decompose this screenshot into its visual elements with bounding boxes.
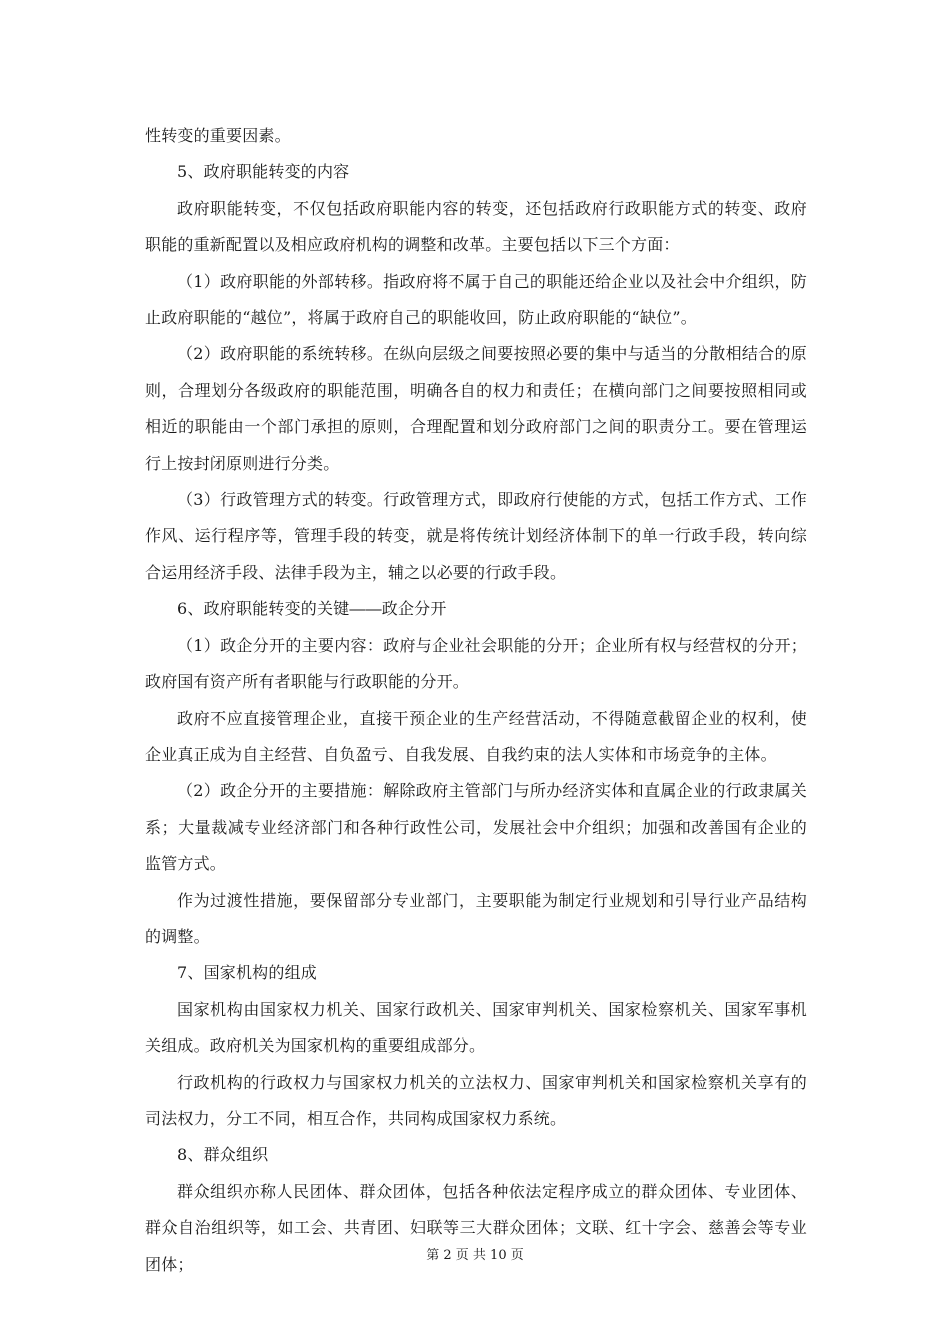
- paragraph: （1）政府职能的外部转移。指政府将不属于自己的职能还给企业以及社会中介组织，防止政府职能的“越位”，将属于政府自己的职能收回，防止政府职能的“缺位”。: [145, 271, 807, 328]
- section-heading: 6、政府职能转变的关键――政企分开: [177, 599, 447, 619]
- paragraph: （2）政府职能的系统转移。在纵向层级之间要按照必要的集中与适当的分散相结合的原则，合理划分各级政府的职能范围，明确各自的权力和责任；在横向部门之间要按照相同或相近的职能由一个部门承担的原则，合理配置和划分政府部门之间的职责分工。要在管理运行上按封闭原则进行分类。: [145, 344, 807, 473]
- paragraph: （3）行政管理方式的转变。行政管理方式，即政府行使能的方式，包括工作方式、工作作风、运行程序等，管理手段的转变，就是将传统计划经济体制下的单一行政手段，转向综合运用经济手段、法律手段为主，辅之以必要的行政手段。: [145, 490, 807, 582]
- page-footer: 第 2 页 共 10 页: [426, 1248, 524, 1263]
- paragraph: （2）政企分开的主要措施：解除政府主管部门与所办经济实体和直属企业的行政隶属关系；大量裁减专业经济部门和各种行政性公司，发展社会中介组织；加强和改善国有企业的监管方式。: [145, 781, 807, 874]
- section-heading: 5、政府职能转变的内容: [177, 162, 350, 182]
- paragraph: 作为过渡性措施，要保留部分专业部门，主要职能为制定行业规划和引导行业产品结构的调整。: [145, 890, 807, 946]
- document-body: [145, 118, 807, 1283]
- paragraph: （1）政企分开的主要内容：政府与企业社会职能的分开；企业所有权与经营权的分开；政府国有资产所有者职能与行政职能的分开。: [145, 635, 807, 692]
- section-heading: 7、国家机构的组成: [177, 963, 317, 983]
- section-heading: 8、群众组织: [177, 1145, 269, 1165]
- paragraph: 政府职能转变，不仅包括政府职能内容的转变，还包括政府行政职能方式的转变、政府职能的重新配置以及相应政府机构的调整和改革。主要包括以下三个方面：: [145, 198, 807, 255]
- paragraph: 政府不应直接管理企业，直接干预企业的生产经营活动，不得随意截留企业的权利，使企业真正成为自主经营、自负盈亏、自我发展、自我约束的法人实体和市场竞争的主体。: [145, 708, 807, 764]
- paragraph: 性转变的重要因素。: [145, 126, 291, 145]
- paragraph: 国家机构由国家权力机关、国家行政机关、国家审判机关、国家检察机关、国家军事机关组成。政府机关为国家机构的重要组成部分。: [145, 999, 807, 1056]
- paragraph: 行政机构的行政权力与国家权力机关的立法权力、国家审判机关和国家检察机关享有的司法权力，分工不同，相互合作，共同构成国家权力系统。: [145, 1072, 807, 1128]
- paragraph: 群众组织亦称人民团体、群众团体，包括各种依法定程序成立的群众团体、专业团体、群众自治组织等，如工会、共青团、妇联等三大群众团体；文联、红十字会、慈善会等专业团体；: [145, 1181, 807, 1274]
